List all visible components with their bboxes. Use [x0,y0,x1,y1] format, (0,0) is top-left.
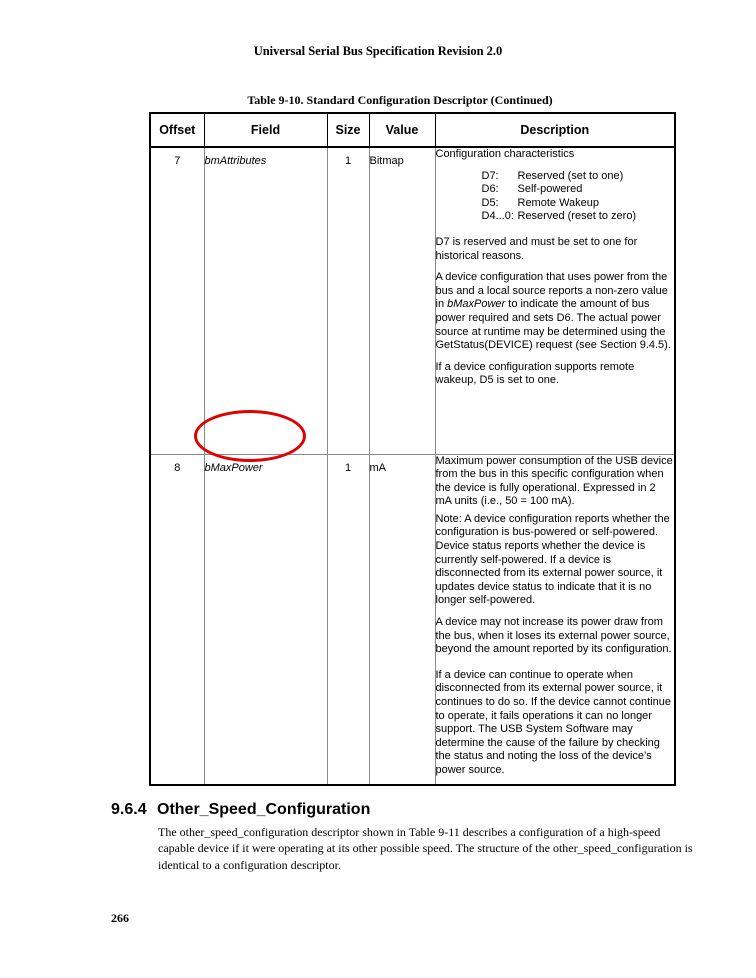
offset-cell: 7 [150,147,204,454]
section-heading [111,801,370,819]
bit-item: D5: Remote Wakeup [481,196,600,209]
description-cell [435,454,675,785]
descriptor-table-container [149,112,674,786]
size-cell: 1 [327,454,369,785]
column-header-value: Value [369,113,435,147]
section-number: 9.6.4 [111,801,147,818]
column-header-size: Size [327,113,369,147]
bit-list [482,170,675,224]
description-paragraph: If a device configuration supports remote wakeup, D5 is set to one. [435,360,635,387]
bit-item: D4...0: Reserved (reset to zero) [481,210,637,223]
bit-item: D7: Reserved (set to one) [481,169,624,182]
value-cell: Bitmap [369,147,435,454]
table-row [150,454,675,785]
page-header-title: Universal Serial Bus Specification Revision 2.0 [253,44,503,58]
bit-item: D6: Self-powered [481,183,583,196]
table-header-row [150,113,675,147]
description-paragraph: A device may not increase its power draw from the bus, when it loses its external power source, beyond the amount reported by its configuration. [435,616,672,656]
description-paragraph: Note: A device configuration reports whether the configuration is bus-powered or self-powered. Device status reports whether the device is currently self-powered. If a device is disconnected from its external power source, it updates device status to indicate that it is no longer self-powered. [435,512,670,607]
offset-cell: 8 [150,454,204,785]
value-cell: mA [369,454,435,785]
description-paragraph: If a device can continue to operate when disconnected from its external power source, it continues to do so. If the device cannot continue to operate, it fails operations it can no longer support. The USB System Software may determine the cause of the failure by checking the status and noting the loss of the device’s power source. [435,668,671,776]
description-intro: Configuration characteristics [435,148,575,160]
table-caption: Table 9-10. Standard Configuration Descriptor (Continued) [247,93,553,107]
section-body-paragraph: The other_speed_configuration descriptor shown in Table 9-11 describes a configuration of a high-speed capable device if it were operating at its other possible speed. The structure of the other_speed_configuration is identical to a configuration descriptor. [158,825,693,872]
description-paragraph: A device configuration that uses power from the bus and a local source reports a non-zero value in bMaxPower to indicate the amount of bus power required and sets D6. The actual power source at runtime may be determined using the GetStatus(DEVICE) request (see Section 9.4.5). [435,271,671,352]
size-cell: 1 [327,147,369,454]
column-header-field: Field [204,113,327,147]
section-title: Other_Speed_Configuration [157,801,371,818]
field-cell: bmAttributes [204,147,327,454]
table-row [150,147,675,454]
description-paragraph: Maximum power consumption of the USB device from the bus in this specific configuration when the device is fully operational. Expressed in 2 mA units (i.e., 50 = 100 mA). [435,454,673,508]
description-cell [435,147,675,454]
description-paragraph: D7 is reserved and must be set to one for historical reasons. [435,235,638,262]
field-cell: bMaxPower [204,454,327,785]
column-header-description: Description [435,113,675,147]
descriptor-table [149,112,676,786]
column-header-offset: Offset [150,113,204,147]
page-number: 266 [111,911,129,925]
